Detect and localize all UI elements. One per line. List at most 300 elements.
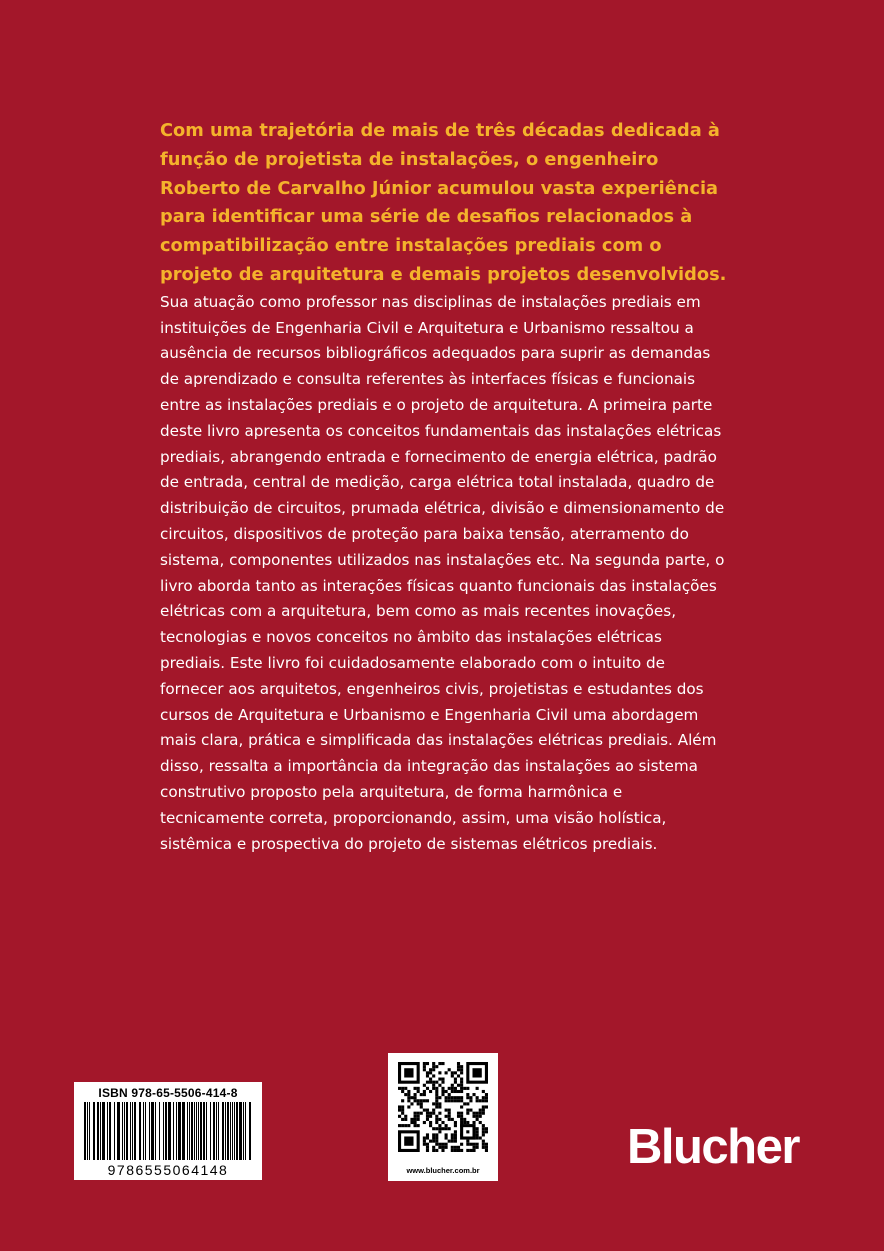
barcode-bar: [189, 1102, 190, 1160]
qr-module: [476, 1118, 479, 1121]
qr-module: [410, 1096, 413, 1099]
qr-module: [438, 1124, 441, 1127]
qr-module: [432, 1146, 435, 1149]
qr-module: [451, 1099, 454, 1102]
qr-module: [454, 1149, 457, 1152]
qr-module: [429, 1090, 432, 1093]
qr-module: [457, 1096, 460, 1099]
qr-module: [426, 1143, 429, 1146]
qr-module: [426, 1081, 429, 1084]
qr-module: [423, 1121, 426, 1124]
qr-module: [454, 1099, 457, 1102]
qr-module: [469, 1143, 472, 1146]
qr-module: [485, 1105, 488, 1108]
qr-module: [414, 1118, 417, 1121]
qr-module: [448, 1112, 451, 1115]
qr-finder-pattern: [404, 1068, 413, 1077]
barcode-bar: [89, 1102, 90, 1160]
qr-module: [457, 1068, 460, 1071]
barcode-bar: [84, 1102, 86, 1160]
qr-module: [466, 1112, 469, 1115]
qr-module: [401, 1105, 404, 1108]
qr-module: [457, 1065, 460, 1068]
qr-module: [404, 1087, 407, 1090]
qr-module: [398, 1087, 401, 1090]
qr-module: [451, 1140, 454, 1143]
qr-module: [469, 1099, 472, 1102]
qr-module: [432, 1074, 435, 1077]
qr-module: [441, 1093, 444, 1096]
qr-module: [466, 1093, 469, 1096]
qr-module: [457, 1115, 460, 1118]
qr-module: [432, 1112, 435, 1115]
qr-module: [466, 1149, 469, 1152]
qr-module: [454, 1096, 457, 1099]
qr-module: [476, 1127, 479, 1130]
barcode-bar: [198, 1102, 199, 1160]
qr-module: [472, 1112, 475, 1115]
qr-module: [426, 1071, 429, 1074]
barcode-bars: [80, 1102, 256, 1162]
barcode-bar: [159, 1102, 160, 1160]
qr-module: [460, 1121, 463, 1124]
qr-module: [426, 1146, 429, 1149]
qr-module: [460, 1087, 463, 1090]
publisher-logo: Blucher: [627, 1120, 799, 1174]
qr-module: [466, 1140, 469, 1143]
qr-module: [435, 1121, 438, 1124]
qr-module: [441, 1078, 444, 1081]
qr-module: [457, 1084, 460, 1087]
qr-module: [435, 1127, 438, 1130]
qr-module: [414, 1087, 417, 1090]
qr-module: [460, 1071, 463, 1074]
qr-module: [426, 1109, 429, 1112]
barcode-bar: [100, 1102, 101, 1160]
barcode-bar: [117, 1102, 120, 1160]
qr-module: [445, 1115, 448, 1118]
qr-module: [429, 1071, 432, 1074]
qr-module: [426, 1118, 429, 1121]
qr-module: [466, 1121, 469, 1124]
qr-module: [476, 1115, 479, 1118]
barcode-bar: [196, 1102, 197, 1160]
qr-module: [432, 1084, 435, 1087]
qr-module: [451, 1146, 454, 1149]
barcode-bar: [194, 1102, 195, 1160]
qr-module: [445, 1109, 448, 1112]
qr-module: [432, 1065, 435, 1068]
qr-module: [435, 1096, 438, 1099]
qr-module: [407, 1093, 410, 1096]
qr-module: [460, 1065, 463, 1068]
qr-module: [423, 1065, 426, 1068]
qr-module: [426, 1062, 429, 1065]
qr-module: [407, 1105, 410, 1108]
qr-module: [485, 1130, 488, 1133]
qr-module: [435, 1065, 438, 1068]
qr-module: [432, 1109, 435, 1112]
qr-module: [426, 1149, 429, 1152]
qr-module: [482, 1105, 485, 1108]
qr-module: [429, 1081, 432, 1084]
qr-module: [420, 1099, 423, 1102]
qr-module: [476, 1087, 479, 1090]
qr-module: [432, 1149, 435, 1152]
barcode-bar: [232, 1102, 233, 1160]
qr-module: [441, 1087, 444, 1090]
qr-module: [482, 1124, 485, 1127]
barcode-bar: [130, 1102, 131, 1160]
qr-module: [454, 1087, 457, 1090]
qr-module: [414, 1112, 417, 1115]
isbn-barcode: [74, 1082, 262, 1180]
barcode-bar: [87, 1102, 88, 1160]
qr-module: [482, 1096, 485, 1099]
qr-module: [438, 1096, 441, 1099]
qr-module: [432, 1140, 435, 1143]
qr-module: [417, 1124, 420, 1127]
qr-module: [469, 1096, 472, 1099]
qr-module: [417, 1087, 420, 1090]
qr-code-box: [388, 1053, 498, 1181]
qr-module: [423, 1099, 426, 1102]
qr-module: [441, 1062, 444, 1065]
qr-module: [398, 1109, 401, 1112]
qr-module: [435, 1118, 438, 1121]
qr-module: [410, 1118, 413, 1121]
qr-module: [463, 1102, 466, 1105]
qr-module: [454, 1078, 457, 1081]
qr-code: [398, 1062, 488, 1152]
qr-module: [451, 1118, 454, 1121]
qr-module: [448, 1140, 451, 1143]
barcode-bar: [213, 1102, 215, 1160]
barcode-bar: [249, 1102, 251, 1160]
qr-module: [429, 1121, 432, 1124]
qr-module: [476, 1099, 479, 1102]
barcode-bar: [178, 1102, 181, 1160]
qr-module: [472, 1121, 475, 1124]
qr-module: [414, 1124, 417, 1127]
barcode-bar: [124, 1102, 125, 1160]
qr-module: [445, 1099, 448, 1102]
barcode-bar: [145, 1102, 146, 1160]
qr-module: [426, 1136, 429, 1139]
qr-module: [438, 1105, 441, 1108]
qr-alignment-pattern: [466, 1130, 469, 1133]
qr-module: [485, 1099, 488, 1102]
qr-module: [438, 1062, 441, 1065]
barcode-bar: [216, 1102, 217, 1160]
qr-module: [407, 1096, 410, 1099]
qr-module: [404, 1115, 407, 1118]
qr-module: [482, 1146, 485, 1149]
qr-module: [435, 1105, 438, 1108]
qr-module: [448, 1087, 451, 1090]
qr-module: [457, 1149, 460, 1152]
qr-module: [398, 1115, 401, 1118]
barcode-bar: [143, 1102, 144, 1160]
qr-module: [469, 1109, 472, 1112]
qr-module: [417, 1118, 420, 1121]
qr-module: [441, 1121, 444, 1124]
qr-module: [407, 1090, 410, 1093]
isbn-label: ISBN 978-65-5506-414-8: [98, 1086, 238, 1100]
qr-module: [451, 1090, 454, 1093]
qr-module: [432, 1127, 435, 1130]
qr-module: [401, 1099, 404, 1102]
qr-module: [485, 1143, 488, 1146]
qr-module: [454, 1071, 457, 1074]
qr-module: [398, 1105, 401, 1108]
qr-module: [445, 1071, 448, 1074]
qr-module: [438, 1127, 441, 1130]
qr-module: [466, 1109, 469, 1112]
qr-module: [407, 1124, 410, 1127]
qr-module: [451, 1149, 454, 1152]
qr-module: [435, 1133, 438, 1136]
qr-module: [398, 1124, 401, 1127]
qr-module: [454, 1124, 457, 1127]
qr-module: [472, 1143, 475, 1146]
qr-module: [429, 1140, 432, 1143]
barcode-bar: [149, 1102, 150, 1160]
qr-module: [432, 1087, 435, 1090]
qr-module: [457, 1074, 460, 1077]
qr-module: [482, 1133, 485, 1136]
qr-module: [482, 1143, 485, 1146]
qr-module: [438, 1102, 441, 1105]
qr-module: [460, 1143, 463, 1146]
qr-module: [426, 1099, 429, 1102]
qr-module: [476, 1130, 479, 1133]
publisher-url: www.blucher.com.br: [406, 1166, 480, 1175]
barcode-bar: [109, 1102, 111, 1160]
qr-module: [460, 1115, 463, 1118]
barcode-bar: [191, 1102, 193, 1160]
qr-module: [479, 1109, 482, 1112]
qr-finder-pattern: [404, 1136, 413, 1145]
qr-module: [460, 1084, 463, 1087]
qr-module: [414, 1099, 417, 1102]
qr-module: [485, 1146, 488, 1149]
barcode-bar: [227, 1102, 229, 1160]
barcode-bar: [107, 1102, 108, 1160]
qr-module: [448, 1118, 451, 1121]
qr-module: [466, 1096, 469, 1099]
qr-module: [476, 1136, 479, 1139]
qr-module: [426, 1115, 429, 1118]
qr-module: [460, 1078, 463, 1081]
barcode-bar: [97, 1102, 99, 1160]
qr-module: [454, 1136, 457, 1139]
qr-module: [463, 1118, 466, 1121]
qr-module: [445, 1133, 448, 1136]
qr-module: [476, 1146, 479, 1149]
qr-module: [441, 1149, 444, 1152]
qr-module: [451, 1136, 454, 1139]
qr-module: [401, 1109, 404, 1112]
qr-module: [407, 1099, 410, 1102]
qr-module: [441, 1146, 444, 1149]
barcode-bar: [222, 1102, 224, 1160]
qr-module: [460, 1099, 463, 1102]
barcode-bar: [122, 1102, 123, 1160]
qr-module: [404, 1124, 407, 1127]
qr-module: [438, 1112, 441, 1115]
qr-module: [441, 1081, 444, 1084]
qr-module: [466, 1143, 469, 1146]
qr-module: [423, 1136, 426, 1139]
qr-module: [410, 1121, 413, 1124]
qr-module: [401, 1124, 404, 1127]
qr-module: [445, 1143, 448, 1146]
barcode-bar: [102, 1102, 105, 1160]
qr-module: [426, 1112, 429, 1115]
qr-module: [448, 1109, 451, 1112]
qr-module: [426, 1087, 429, 1090]
qr-module: [438, 1084, 441, 1087]
qr-module: [435, 1087, 438, 1090]
qr-module: [401, 1087, 404, 1090]
qr-module: [401, 1112, 404, 1115]
barcode-bar: [182, 1102, 185, 1160]
barcode-bar: [243, 1102, 244, 1160]
qr-module: [448, 1096, 451, 1099]
qr-module: [457, 1090, 460, 1093]
barcode-bar: [151, 1102, 154, 1160]
qr-module: [482, 1130, 485, 1133]
qr-module: [451, 1074, 454, 1077]
qr-module: [438, 1071, 441, 1074]
qr-module: [414, 1121, 417, 1124]
qr-module: [460, 1149, 463, 1152]
qr-module: [457, 1099, 460, 1102]
qr-module: [414, 1096, 417, 1099]
qr-module: [485, 1096, 488, 1099]
qr-module: [438, 1078, 441, 1081]
qr-module: [438, 1118, 441, 1121]
qr-module: [417, 1099, 420, 1102]
barcode-bar: [173, 1102, 174, 1160]
qr-module: [445, 1136, 448, 1139]
qr-module: [417, 1115, 420, 1118]
qr-module: [469, 1149, 472, 1152]
qr-module: [466, 1087, 469, 1090]
barcode-bar: [165, 1102, 167, 1160]
barcode-bar: [225, 1102, 226, 1160]
barcode-bar: [234, 1102, 235, 1160]
qr-module: [435, 1140, 438, 1143]
barcode-bar: [93, 1102, 95, 1160]
qr-module: [420, 1112, 423, 1115]
qr-module: [448, 1115, 451, 1118]
barcode-bar: [210, 1102, 211, 1160]
qr-module: [429, 1112, 432, 1115]
qr-module: [485, 1093, 488, 1096]
qr-module: [476, 1112, 479, 1115]
barcode-bar: [187, 1102, 188, 1160]
qr-module: [438, 1146, 441, 1149]
qr-module: [438, 1143, 441, 1146]
qr-module: [420, 1105, 423, 1108]
qr-module: [466, 1102, 469, 1105]
barcode-bar: [206, 1102, 207, 1160]
qr-module: [472, 1115, 475, 1118]
qr-module: [482, 1090, 485, 1093]
qr-module: [445, 1090, 448, 1093]
qr-module: [451, 1071, 454, 1074]
qr-module: [451, 1084, 454, 1087]
barcode-digits: 9786555064148: [107, 1162, 229, 1178]
qr-module: [476, 1096, 479, 1099]
qr-module: [451, 1096, 454, 1099]
qr-module: [401, 1090, 404, 1093]
qr-module: [435, 1149, 438, 1152]
qr-module: [448, 1068, 451, 1071]
qr-module: [435, 1081, 438, 1084]
qr-module: [432, 1133, 435, 1136]
qr-module: [460, 1090, 463, 1093]
qr-module: [457, 1146, 460, 1149]
qr-module: [472, 1149, 475, 1152]
qr-module: [445, 1127, 448, 1130]
qr-module: [476, 1133, 479, 1136]
qr-module: [432, 1136, 435, 1139]
qr-module: [435, 1090, 438, 1093]
qr-module: [410, 1102, 413, 1105]
blurb-body: Sua atuação como professor nas disciplinas de instalações prediais em instituições de Engenharia Civil e Arquitetura e Urbanismo ressaltou a ausência de recursos bibliográficos adequados para suprir as demandas de aprendizado e consulta referentes às interfaces físicas e funcionais entre as instalações prediais e o projeto de arquitetura. A primeira parte deste livro apresenta os conceitos fundamentais das instalações elétricas prediais, abrangendo entrada e fornecimento de energia elétrica, padrão de entrada, central de medição, carga elétrica total instalada, quadro de distribuição de circuitos, prumada elétrica, divisão e dimensionamento de circuitos, dispositivos de proteção para baixa tensão, aterramento do sistema, componentes utilizados nas instalações etc. Na segunda parte, o livro aborda tanto as interações físicas quanto funcionais das instalações elétricas com a arquitetura, bem como as mais recentes inovações, tecnologias e novos conceitos no âmbito das instalações elétricas prediais. Este livro foi cuidadosamente elaborado com o intuito de fornecer aos arquitetos, engenheiros civis, projetistas e estudantes dos cursos de Arquitetura e Urbanismo e Engenharia Civil uma abordagem mais clara, prática e simplificada das instalações elétricas prediais. Além disso, ressalta a importância da integração das instalações ao sistema construtivo proposto pela arquitetura, de forma harmônica e tecnicamente correta, proporcionando, assim, uma visão holística, sistêmica e prospectiva do projeto de sistemas elétricos prediais.: [160, 292, 725, 853]
qr-module: [429, 1115, 432, 1118]
qr-module: [485, 1127, 488, 1130]
qr-module: [441, 1090, 444, 1093]
qr-module: [435, 1115, 438, 1118]
barcode-bar: [163, 1102, 164, 1160]
qr-module: [482, 1112, 485, 1115]
qr-module: [448, 1093, 451, 1096]
qr-module: [479, 1112, 482, 1115]
barcode-bar: [132, 1102, 133, 1160]
qr-module: [482, 1140, 485, 1143]
qr-module: [435, 1093, 438, 1096]
qr-module: [423, 1084, 426, 1087]
qr-module: [435, 1102, 438, 1105]
qr-module: [417, 1090, 420, 1093]
qr-module: [479, 1121, 482, 1124]
qr-module: [435, 1143, 438, 1146]
qr-module: [441, 1143, 444, 1146]
barcode-bar: [155, 1102, 156, 1160]
qr-module: [479, 1099, 482, 1102]
qr-module: [482, 1109, 485, 1112]
barcode-bar: [114, 1102, 115, 1160]
qr-module: [451, 1133, 454, 1136]
barcode-bar: [200, 1102, 202, 1160]
barcode-bar: [126, 1102, 128, 1160]
qr-module: [432, 1062, 435, 1065]
qr-module: [414, 1093, 417, 1096]
qr-module: [423, 1109, 426, 1112]
barcode-bar: [245, 1102, 246, 1160]
qr-module: [448, 1127, 451, 1130]
qr-module: [420, 1093, 423, 1096]
barcode-bar: [236, 1102, 238, 1160]
qr-module: [432, 1068, 435, 1071]
qr-module: [454, 1121, 457, 1124]
barcode-bar: [203, 1102, 205, 1160]
barcode-bar: [139, 1102, 141, 1160]
